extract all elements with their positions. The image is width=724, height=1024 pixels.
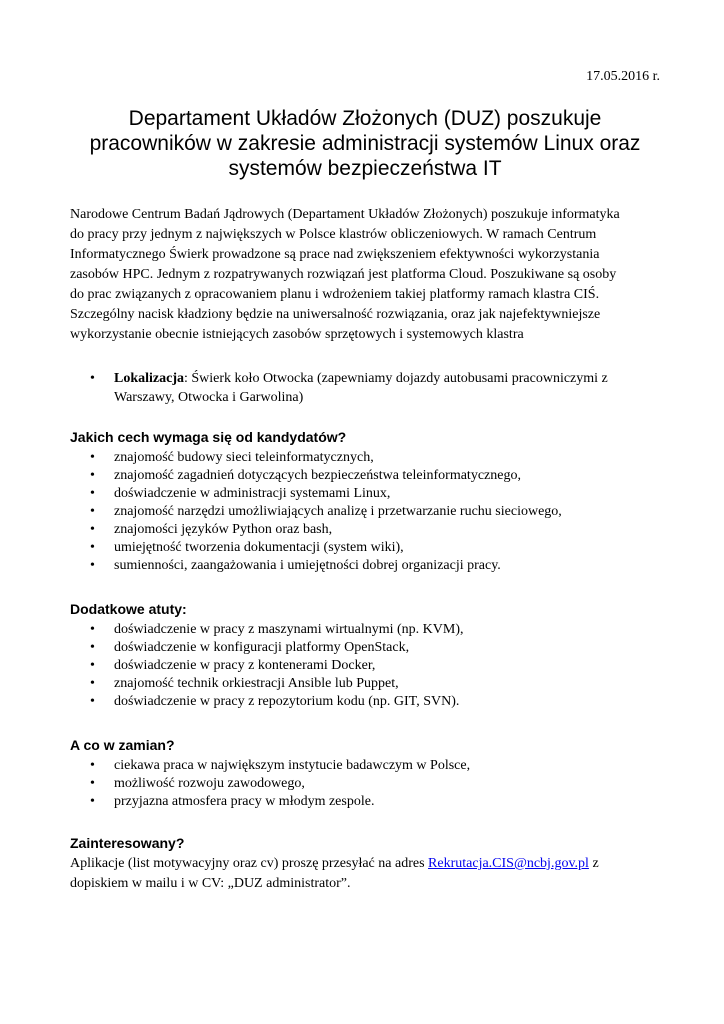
- bullet-icon: •: [90, 794, 95, 809]
- list-item-text: znajomości języków Python oraz bash,: [114, 522, 333, 537]
- list-item: [70, 521, 660, 539]
- list-item: [70, 639, 660, 657]
- requirements-heading: Jakich cech wymaga się od kandydatów?: [70, 429, 347, 445]
- list-item-text: ciekawa praca w największym instytucie badawczym w Polsce,: [114, 758, 471, 773]
- intro-line: do prac związanych z opracowaniem planu i wdrożeniem takiej platformy ramach klastra CIŚ.: [70, 287, 600, 302]
- intro-line: Narodowe Centrum Badań Jądrowych (Departament Układów Złożonych) poszukuje informatyka: [70, 207, 620, 222]
- bullet-icon: •: [90, 758, 95, 773]
- list-item: [70, 675, 660, 693]
- list-item: [70, 657, 660, 675]
- list-item-text: umiejętność tworzenia dokumentacji (system wiki),: [114, 540, 404, 555]
- offer-list: [70, 757, 660, 811]
- bullet-icon: •: [90, 371, 95, 386]
- intro-line: do pracy przy jednym z największych w Polsce klastrów obliczeniowych. W ramach Centrum: [70, 227, 597, 242]
- intro-line: zasobów HPC. Jednym z rozpatrywanych rozwiązań jest platforma Cloud. Poszukiwane są osoby: [70, 267, 617, 282]
- list-item: [70, 539, 660, 557]
- list-item: [70, 693, 660, 711]
- list-item-text: doświadczenie w konfiguracji platformy OpenStack,: [114, 640, 410, 655]
- document-date: 17.05.2016 r.: [586, 69, 660, 84]
- bullet-icon: •: [90, 504, 95, 519]
- list-item: [70, 793, 660, 811]
- contact-text: dopiskiem w mailu i w CV: „DUZ administrator”.: [70, 876, 351, 891]
- bullet-icon: •: [90, 486, 95, 501]
- extras-heading: Dodatkowe atuty:: [70, 601, 187, 617]
- title-line: Departament Układów Złożonych (DUZ) poszukuje: [128, 107, 602, 130]
- list-item-text: doświadczenie w pracy z kontenerami Docker,: [114, 658, 376, 673]
- list-item: [70, 557, 660, 575]
- bullet-icon: •: [90, 658, 95, 673]
- list-item-text: doświadczenie w pracy z maszynami wirtualnymi (np. KVM),: [114, 622, 464, 637]
- contact-heading: Zainteresowany?: [70, 835, 185, 851]
- bullet-icon: •: [90, 468, 95, 483]
- list-item-text: przyjazna atmosfera pracy w młodym zespole.: [114, 794, 375, 809]
- list-item: [70, 503, 660, 521]
- list-item-text: znajomość zagadnień dotyczących bezpieczeństwa teleinformatycznego,: [114, 468, 521, 483]
- list-item-text: doświadczenie w pracy z repozytorium kodu (np. GIT, SVN).: [114, 694, 460, 709]
- intro-paragraph: [70, 205, 660, 345]
- list-item-text: znajomość budowy sieci teleinformatycznych,: [114, 450, 374, 465]
- location-list: [70, 369, 660, 407]
- list-item: [70, 449, 660, 467]
- email-link[interactable]: Rekrutacja.CIS@ncbj.gov.pl: [428, 856, 589, 871]
- list-item-text: sumienności, zaangażowania i umiejętności dobrej organizacji pracy.: [114, 558, 501, 573]
- bullet-icon: •: [90, 776, 95, 791]
- offer-heading: A co w zamian?: [70, 737, 175, 753]
- extras-list: [70, 621, 660, 711]
- list-item: [70, 621, 660, 639]
- list-item-text: znajomość technik orkiestracji Ansible lub Puppet,: [114, 676, 399, 691]
- bullet-icon: •: [90, 558, 95, 573]
- location-label: Lokalizacja: [114, 371, 184, 386]
- list-item: [70, 775, 660, 793]
- list-item-text: znajomość narzędzi umożliwiających analizę i przetwarzanie ruchu sieciowego,: [114, 504, 562, 519]
- contact-text: Aplikacje (list motywacyjny oraz cv) proszę przesyłać na adres: [70, 856, 429, 871]
- bullet-icon: •: [90, 694, 95, 709]
- list-item: [70, 485, 660, 503]
- contact-text: z: [588, 856, 599, 871]
- bullet-icon: •: [90, 676, 95, 691]
- list-item: [70, 757, 660, 775]
- title-line: pracowników w zakresie administracji systemów Linux oraz: [89, 132, 641, 155]
- intro-line: Szczególny nacisk kładziony będzie na uniwersalność rozwiązania, oraz jak najefektywniejsze: [70, 307, 601, 322]
- bullet-icon: •: [90, 522, 95, 537]
- location-item: [70, 369, 660, 407]
- location-text: : Świerk koło Otwocka (zapewniamy dojazdy autobusami pracowniczymi z Warszawy, Otwocka i Garwolina): [114, 371, 608, 405]
- list-item-text: możliwość rozwoju zawodowego,: [114, 776, 305, 791]
- bullet-icon: •: [90, 622, 95, 637]
- bullet-icon: •: [90, 450, 95, 465]
- bullet-icon: •: [90, 540, 95, 555]
- title-line: systemów bezpieczeństwa IT: [228, 157, 502, 180]
- list-item: [70, 467, 660, 485]
- requirements-list: [70, 449, 660, 575]
- list-item-text: doświadczenie w administracji systemami Linux,: [114, 486, 391, 501]
- bullet-icon: •: [90, 640, 95, 655]
- document-title: [70, 106, 660, 181]
- intro-line: Informatycznego Świerk prowadzone są prace nad zwiększeniem efektywności wykorzystania: [70, 247, 600, 262]
- intro-line: wykorzystanie obecnie istniejących zasobów sprzętowych i systemowych klastra: [70, 327, 524, 342]
- contact-paragraph: [70, 854, 660, 894]
